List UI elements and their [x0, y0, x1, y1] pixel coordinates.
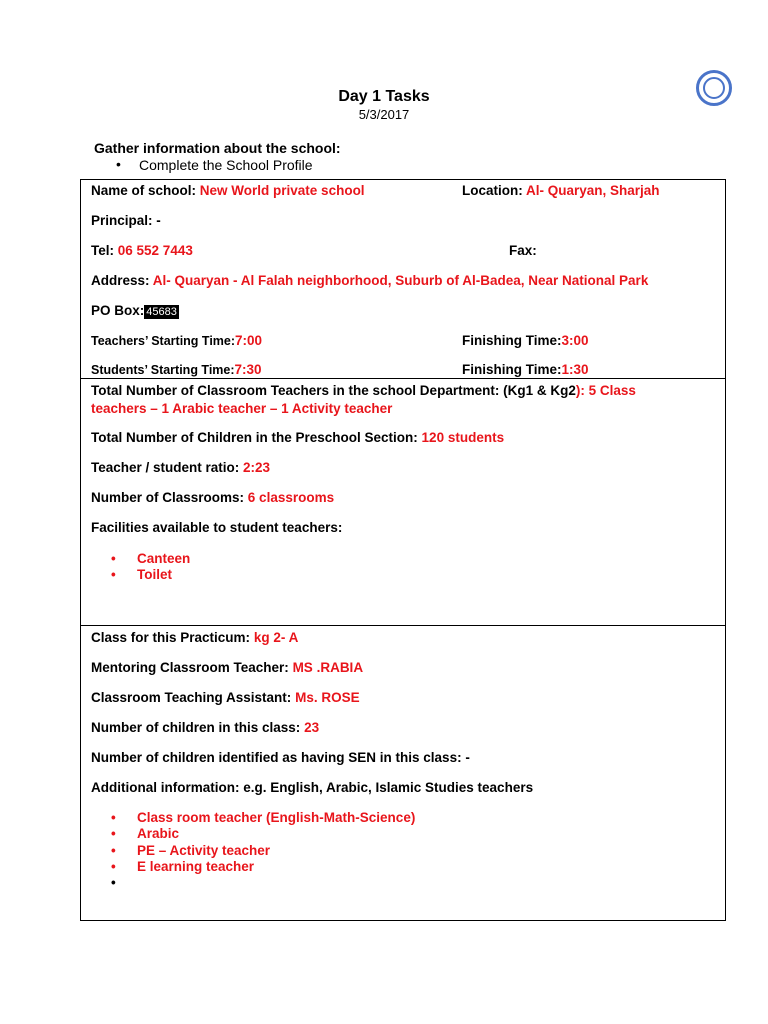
- tel-value: 06 552 7443: [117, 243, 193, 258]
- bullet-icon: •: [111, 842, 116, 858]
- address-value: Al- Quaryan - Al Falah neighborhood, Suburb of Al-Badea, Near National Park: [152, 273, 649, 288]
- teachers-count-value: ): 5 Class: [575, 383, 636, 398]
- teachers-count-value-cont: teachers – 1 Arabic teacher – 1 Activity teacher: [91, 401, 393, 416]
- assistant-row: Classroom Teaching Assistant: Ms. ROSE: [91, 690, 360, 705]
- bullet-icon: •: [111, 551, 116, 566]
- bullet-icon: •: [111, 810, 116, 825]
- school-name-value: New World private school: [199, 183, 365, 198]
- section-heading: Gather information about the school:: [94, 140, 341, 156]
- address-row: Address: Al- Quaryan - Al Falah neighborhood, Suburb of Al-Badea, Near National Park: [91, 273, 649, 288]
- teachers-start-value: 7:00: [235, 333, 263, 348]
- classrooms-value: 6 classrooms: [247, 490, 335, 505]
- class-row: Class for this Practicum: kg 2- A: [91, 630, 299, 645]
- teachers-finish-row: Finishing Time:3:00: [462, 333, 589, 348]
- ratio-value: 2:23: [243, 460, 271, 475]
- students-finish-row: Finishing Time:1:30: [462, 362, 589, 377]
- additional-info-row: Additional information: e.g. English, Arabic, Islamic Studies teachers: [91, 780, 534, 795]
- bullet-icon: •: [111, 875, 116, 891]
- students-start-row: Students’ Starting Time:7:30: [91, 362, 262, 377]
- ratio-row: Teacher / student ratio: 2:23: [91, 460, 271, 475]
- teachers-finish-value: 3:00: [561, 333, 589, 348]
- principal-row: Principal: -: [91, 213, 161, 228]
- school-name-row: Name of school: New World private school: [91, 183, 365, 198]
- page-title: Day 1 Tasks: [338, 88, 430, 105]
- mentor-row: Mentoring Classroom Teacher: MS .RABIA: [91, 660, 364, 675]
- bullet-icon: •: [111, 826, 116, 842]
- children-count-value: 120 students: [421, 430, 505, 445]
- school-details-box: [80, 179, 726, 379]
- facilities-label: Facilities available to student teachers:: [91, 520, 343, 535]
- students-start-value: 7:30: [234, 362, 262, 377]
- bullet-icon: •: [111, 567, 116, 583]
- assistant-value: Ms. ROSE: [295, 690, 360, 705]
- class-children-value: 23: [304, 720, 320, 735]
- pobox-row: PO Box: 45683: [91, 303, 177, 318]
- tel-row: Tel: 06 552 7443: [91, 243, 193, 258]
- children-count-row: Total Number of Children in the Preschool Section: 120 students: [91, 430, 505, 445]
- pobox-value: 45683: [146, 306, 177, 318]
- task-text: Complete the School Profile: [139, 157, 313, 173]
- page-date: 5/3/2017: [358, 107, 410, 122]
- teachers-start-row: Teachers’ Starting Time:7:00: [91, 333, 263, 348]
- preschool-box: Total Number of Classroom Teachers in the school Department: (Kg1 & Kg2): 5 Class teachers – 1 Arabic teacher – 1 Activity teacher Total Number of Children in the Preschool Section: 120 students Teacher / student ratio: 2:23 Number of Classrooms: 6 classrooms Facilities available to student teachers: • Canteen • Toilet: [80, 378, 726, 626]
- teachers-count-row: Total Number of Classroom Teachers in the school Department: (Kg1 & Kg2): 5 Class: [91, 383, 636, 398]
- class-children-row: Number of children in this class: 23: [91, 720, 320, 735]
- class-value: kg 2- A: [253, 630, 299, 645]
- bullet-icon: •: [111, 858, 116, 874]
- fax-row: Fax:: [509, 243, 537, 258]
- classrooms-row: Number of Classrooms: 6 classrooms: [91, 490, 335, 505]
- location-row: Location: Al- Quaryan, Sharjah: [462, 183, 660, 198]
- class-info-box: Class for this Practicum: kg 2- A Mentoring Classroom Teacher: MS .RABIA Classroom Teaching Assistant: Ms. ROSE Number of children in this class: 23 Number of children identified as having SEN in this class: - Additional information: e.g. English, Arabic, Islamic Studies teachers • Class room teacher (English-Math-Science) • Arabic • PE – Activity teacher • E learning teacher •: [80, 625, 726, 921]
- sen-row: Number of children identified as having SEN in this class: -: [91, 750, 470, 765]
- students-finish-value: 1:30: [561, 362, 589, 377]
- location-value: Al- Quaryan, Sharjah: [526, 183, 660, 198]
- mentor-value: MS .RABIA: [292, 660, 364, 675]
- bullet-icon: •: [116, 156, 121, 172]
